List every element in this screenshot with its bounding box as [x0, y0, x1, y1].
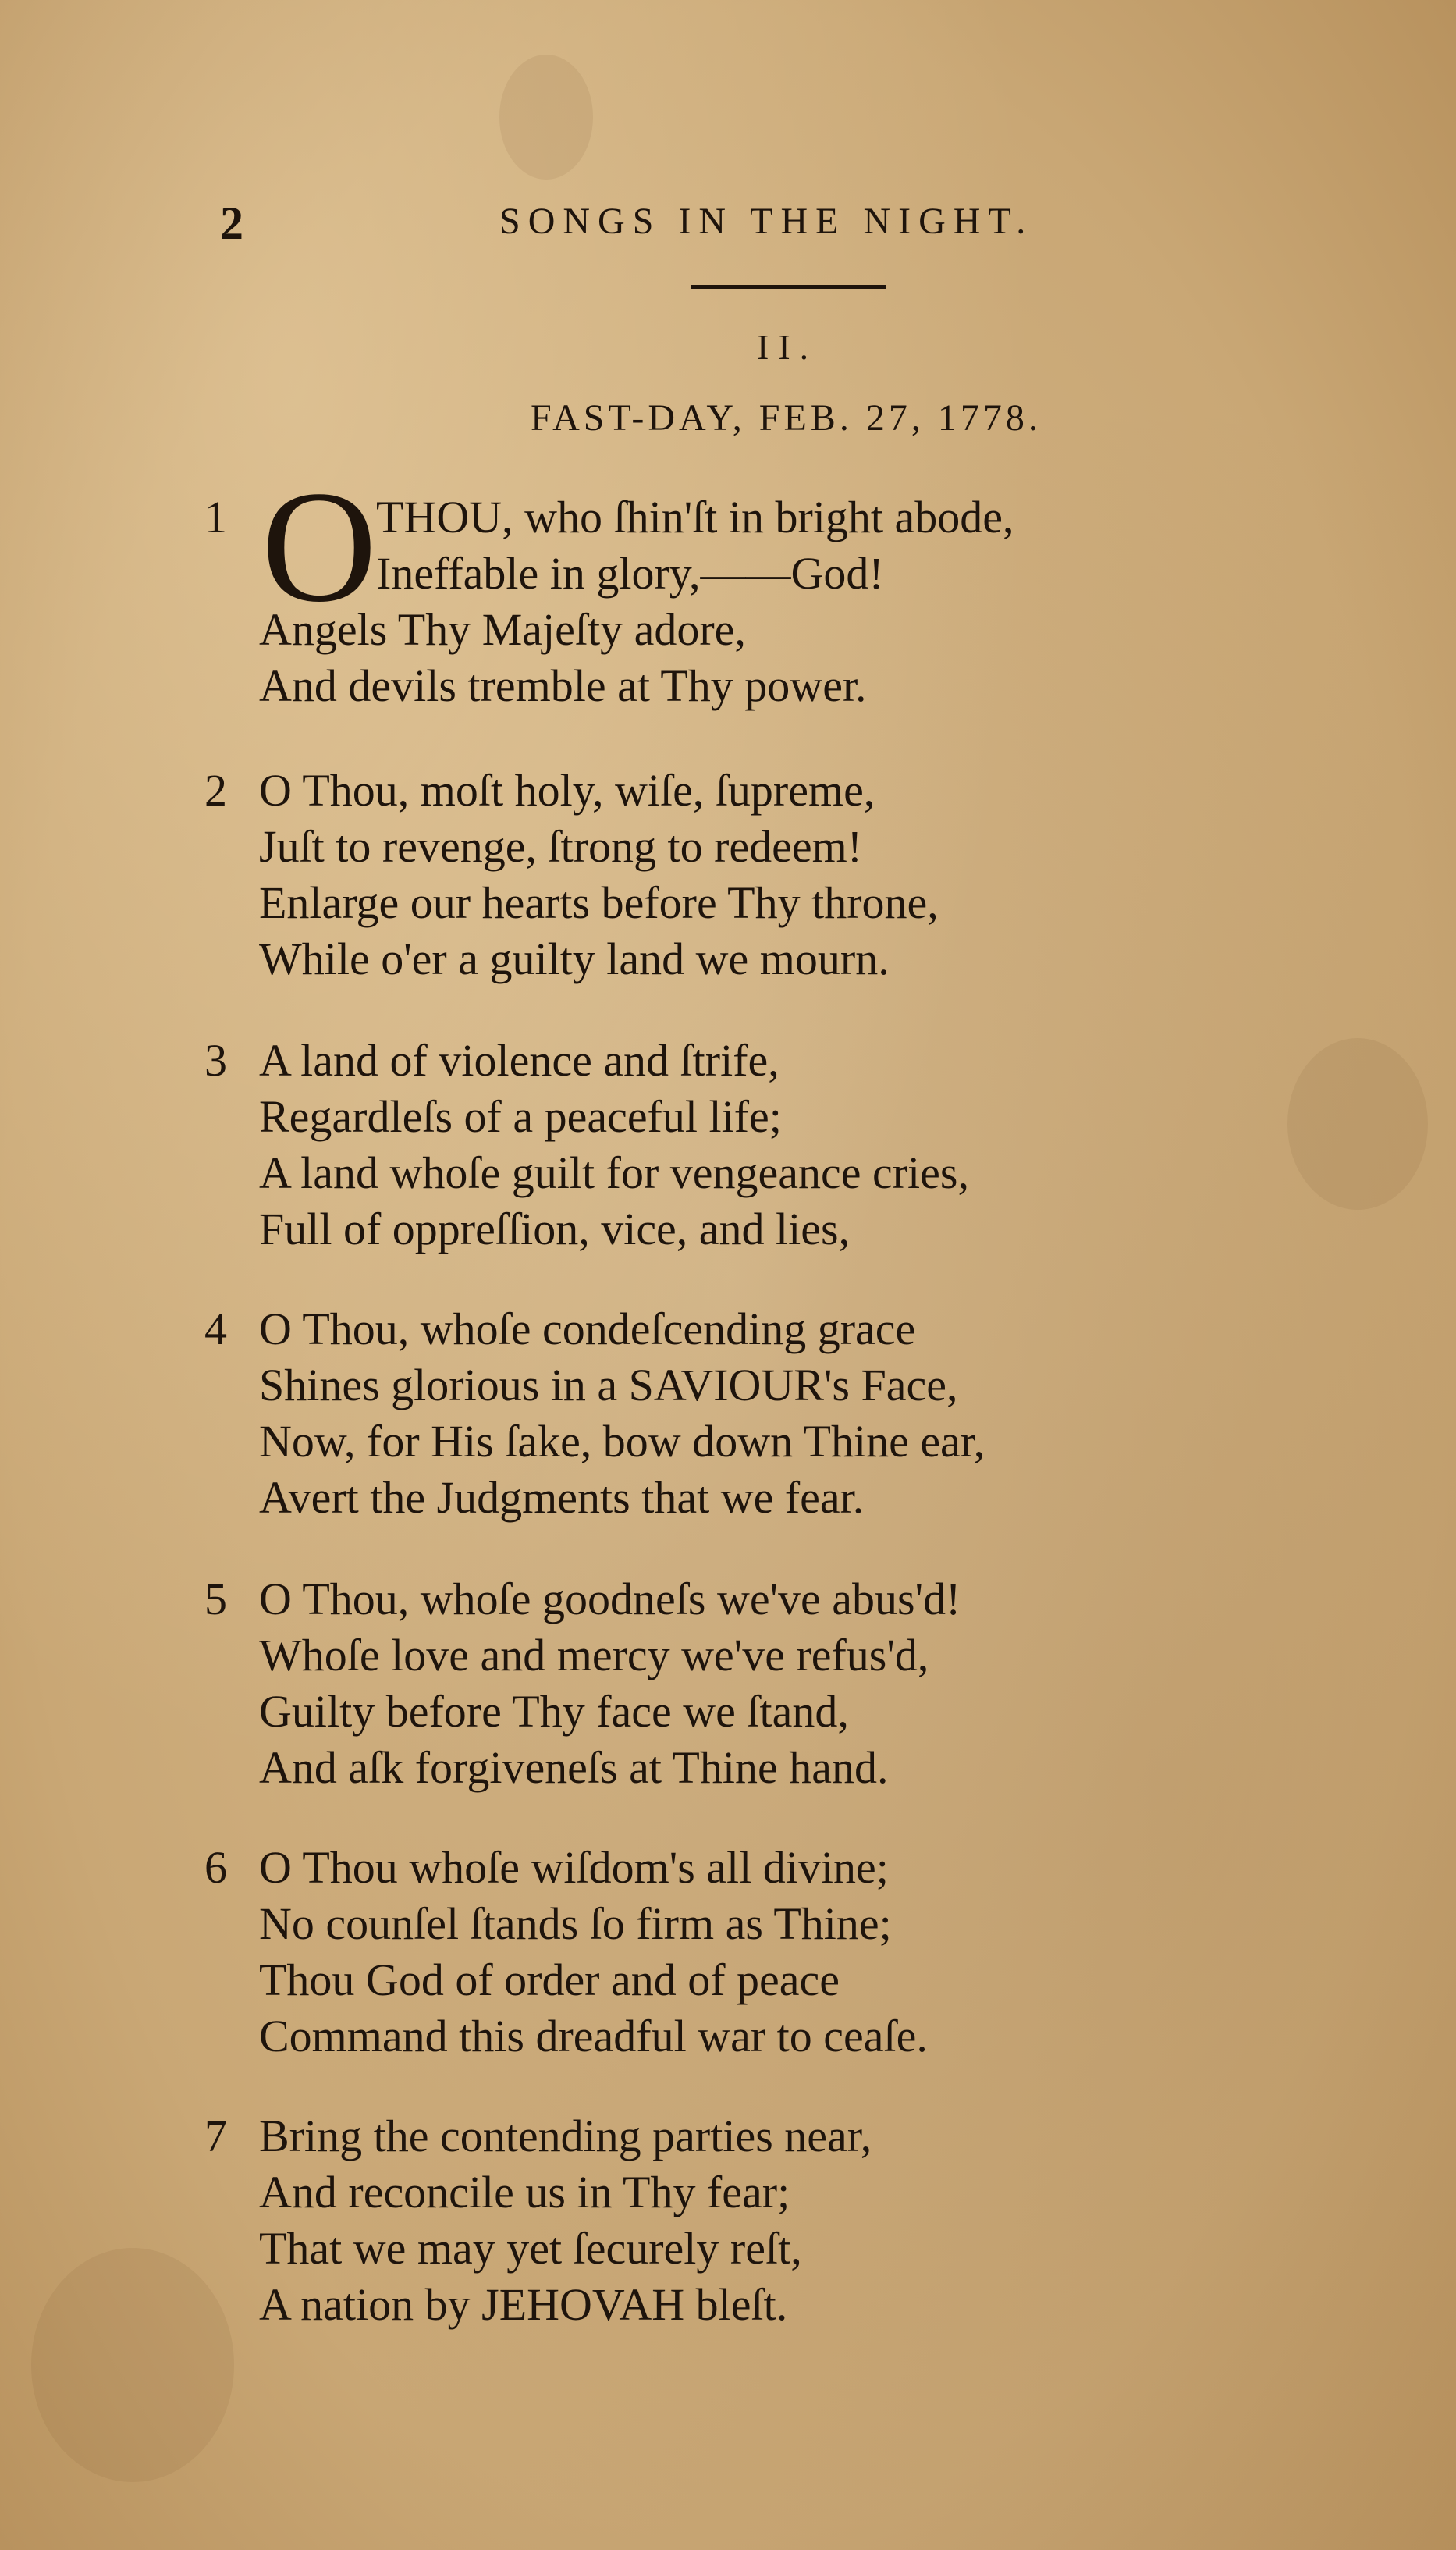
verse-line: A nation by JEHOVAH bleſt.	[259, 2279, 788, 2330]
verse-line: O Thou, moſt holy, wiſe, ſupreme,	[259, 765, 875, 816]
stanza-number: 4	[204, 1303, 227, 1354]
verse-line: Enlarge our hearts before Thy throne,	[259, 877, 939, 928]
verse-line: O Thou, whoſe condeſcending grace	[259, 1303, 916, 1354]
verse-line: And aſk forgiveneſs at Thine hand.	[259, 1742, 889, 1793]
stanza-number: 5	[204, 1574, 227, 1624]
stanza-number: 1	[204, 492, 227, 542]
section-numeral: II.	[757, 327, 819, 367]
hymn-subtitle: FAST-DAY, FEB. 27, 1778.	[531, 397, 1042, 439]
verse-line: Ineffable in glory,——God!	[376, 548, 884, 599]
verse-line: Regardleſs of a peaceful life;	[259, 1091, 782, 1142]
stanza	[0, 489, 1456, 715]
header-rule	[691, 285, 886, 289]
verse-line: Thou God of order and of peace	[259, 1954, 840, 2005]
verse-line: That we may yet ſecurely reſt,	[259, 2223, 802, 2274]
verse-line: Shines glorious in a SAVIOUR's Face,	[259, 1360, 958, 1410]
stanza	[0, 1300, 1456, 1527]
paper-stain	[499, 55, 593, 180]
stanza	[0, 1032, 1456, 1258]
verse-line: Command this dreadful war to ceaſe.	[259, 2011, 928, 2061]
verse-line: And devils tremble at Thy power.	[259, 660, 867, 711]
verse-line: While o'er a guilty land we mourn.	[259, 934, 890, 984]
running-head: SONGS IN THE NIGHT.	[499, 201, 1034, 242]
stanza	[0, 762, 1456, 988]
verse-line: A land of violence and ſtrife,	[259, 1035, 779, 1086]
verse-line: Whoſe love and mercy we've refus'd,	[259, 1630, 929, 1680]
verse-line: O Thou whoſe wiſdom's all divine;	[259, 1842, 889, 1893]
verse-line: O Thou, whoſe goodneſs we've abus'd!	[259, 1574, 961, 1624]
stanza-number: 7	[204, 2111, 227, 2161]
page-number: 2	[220, 197, 243, 249]
stanza-number: 6	[204, 1842, 227, 1893]
verse-line: THOU, who ſhin'ſt in bright abode,	[376, 492, 1014, 542]
stanza	[0, 1570, 1456, 1797]
stanza	[0, 2107, 1456, 2334]
verse-line: Angels Thy Majeſty adore,	[259, 604, 746, 655]
verse-line: A land whoſe guilt for vengeance cries,	[259, 1147, 969, 1198]
verse-line: And reconcile us in Thy fear;	[259, 2167, 790, 2217]
verse-line: Full of oppreſſion, vice, and lies,	[259, 1204, 851, 1254]
verse-line: Avert the Judgments that we fear.	[259, 1472, 865, 1523]
verse-line: Guilty before Thy face we ſtand,	[259, 1686, 849, 1737]
stanza	[0, 1839, 1456, 2065]
verse-line: Now, for His ſake, bow down Thine ear,	[259, 1416, 985, 1467]
verse-line: Juſt to revenge, ſtrong to redeem!	[259, 821, 863, 872]
stanza-number: 2	[204, 765, 227, 816]
drop-cap: O	[261, 458, 378, 635]
verse-line: No counſel ſtands ſo firm as Thine;	[259, 1898, 892, 1949]
stanza-number: 3	[204, 1035, 227, 1086]
verse-line: Bring the contending parties near,	[259, 2111, 872, 2161]
